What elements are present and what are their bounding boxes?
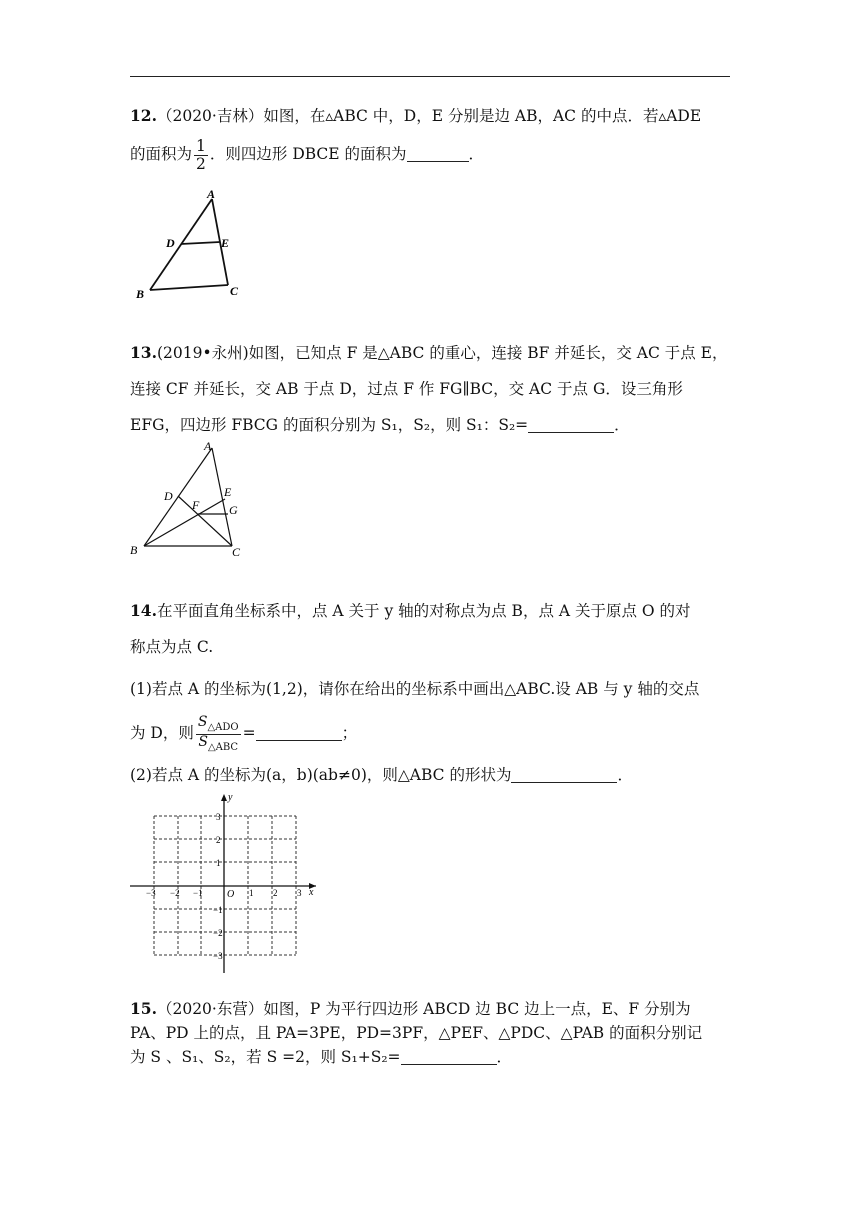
y-tick-neg2: −2	[213, 928, 223, 938]
y-tick-neg1: −1	[213, 905, 223, 915]
q14-line-2: 称点为点 C.	[130, 638, 214, 656]
y-tick-3: 3	[216, 812, 221, 822]
y-tick-1: 1	[216, 858, 221, 868]
x-tick-neg1: −1	[193, 888, 203, 898]
q15-line-2: PA、PD 上的点，且 PA=3PE，PD=3PF，△PEF、△PDC、△PAB 的面积分别记	[130, 1024, 703, 1042]
q13-label-a: A	[204, 439, 212, 453]
q12-line-1: 12.（2020·吉林）如图，在▵ABC 中，D，E 分别是边 AB，AC 的中点．若▵ADE	[130, 106, 702, 125]
y-axis-arrow-icon	[221, 794, 227, 801]
origin-label: O	[227, 889, 235, 900]
q13-label-f: F	[192, 498, 200, 512]
q13-number: 13.	[130, 343, 157, 362]
y-axis-label: y	[228, 792, 233, 803]
q12-label-d: D	[166, 236, 175, 250]
q14-line-3: (1)若点 A 的坐标为(1,2)，请你在给出的坐标系中画出△ABC.设 AB 与 y 轴的交点	[130, 680, 700, 698]
question-15	[130, 997, 730, 1069]
question-13	[130, 335, 730, 443]
question-12	[130, 98, 730, 172]
q13-triangle-figure	[126, 438, 252, 562]
q14-answer-blank-1[interactable]	[256, 722, 342, 741]
q13-line-2: 连接 CF 并延长，交 AB 于点 D，过点 F 作 FG∥BC，交 AC 于点 G．设三角形	[130, 380, 683, 398]
q12-label-a: A	[207, 187, 216, 201]
q12-triangle-figure	[132, 186, 252, 304]
y-tick-2: 2	[216, 835, 221, 845]
y-tick-neg3: −3	[213, 951, 223, 961]
q14-coordinate-grid	[126, 790, 326, 980]
q12-fraction: $\frac{1}{2}$	[196, 137, 206, 173]
q12-label-e: E	[221, 236, 230, 250]
q14-fraction: $\frac{S_{\triangle ADO}}{S_{\triangle ABC}}$	[197, 714, 239, 753]
q12-number: 12.	[130, 106, 157, 125]
q12-line-2: 的面积为 $\frac{1}{2}$ ．则四边形 DBCE 的面积为 ．	[130, 137, 485, 173]
q14-answer-blank-2[interactable]	[511, 764, 617, 783]
q14-line-1: 14.在平面直角坐标系中，点 A 关于 y 轴的对称点为点 B，点 A 关于原点 O 的对	[130, 601, 691, 620]
q13-label-e: E	[224, 485, 232, 499]
x-tick-neg3: −3	[146, 888, 156, 898]
q13-answer-blank[interactable]	[528, 414, 614, 433]
x-tick-2: 2	[273, 888, 278, 898]
q12-label-c: C	[230, 284, 239, 298]
q12-answer-blank[interactable]	[407, 143, 469, 162]
x-tick-1: 1	[249, 888, 254, 898]
x-tick-neg2: −2	[170, 888, 180, 898]
q14-line-4: 为 D，则 $\frac{S_{\triangle ADO}}{S_{\triangle ABC}}$ = ；	[130, 714, 358, 753]
q13-label-c: C	[232, 545, 241, 559]
q15-line-1: 15.（2020·东营）如图，P 为平行四边形 ABCD 边 BC 边上一点，E、F 分别为	[130, 999, 691, 1018]
q15-line-3: 为 S 、S₁、S₂，若 S =2，则 S₁+S₂= ．	[130, 1048, 513, 1066]
q13-label-g: G	[229, 503, 238, 517]
q13-label-d: D	[164, 489, 173, 503]
question-14	[130, 593, 730, 793]
x-tick-3: 3	[297, 888, 302, 898]
q13-label-b: B	[130, 543, 138, 557]
q15-number: 15.	[130, 999, 157, 1018]
q13-line-1: 13.(2019•永州)如图，已知点 F 是△ABC 的重心，连接 BF 并延长，交 AC 于点 E，	[130, 343, 728, 362]
q13-line-3: EFG，四边形 FBCG 的面积分别为 S₁，S₂，则 S₁：S₂= ．	[130, 416, 630, 434]
q15-answer-blank[interactable]	[401, 1046, 497, 1065]
q12-label-b: B	[136, 287, 145, 301]
x-axis-label: x	[309, 887, 314, 898]
q14-line-5: (2)若点 A 的坐标为(a，b)(ab≠0)，则△ABC 的形状为 ．	[130, 765, 633, 784]
q14-number: 14.	[130, 601, 157, 620]
header-rule	[130, 76, 730, 77]
